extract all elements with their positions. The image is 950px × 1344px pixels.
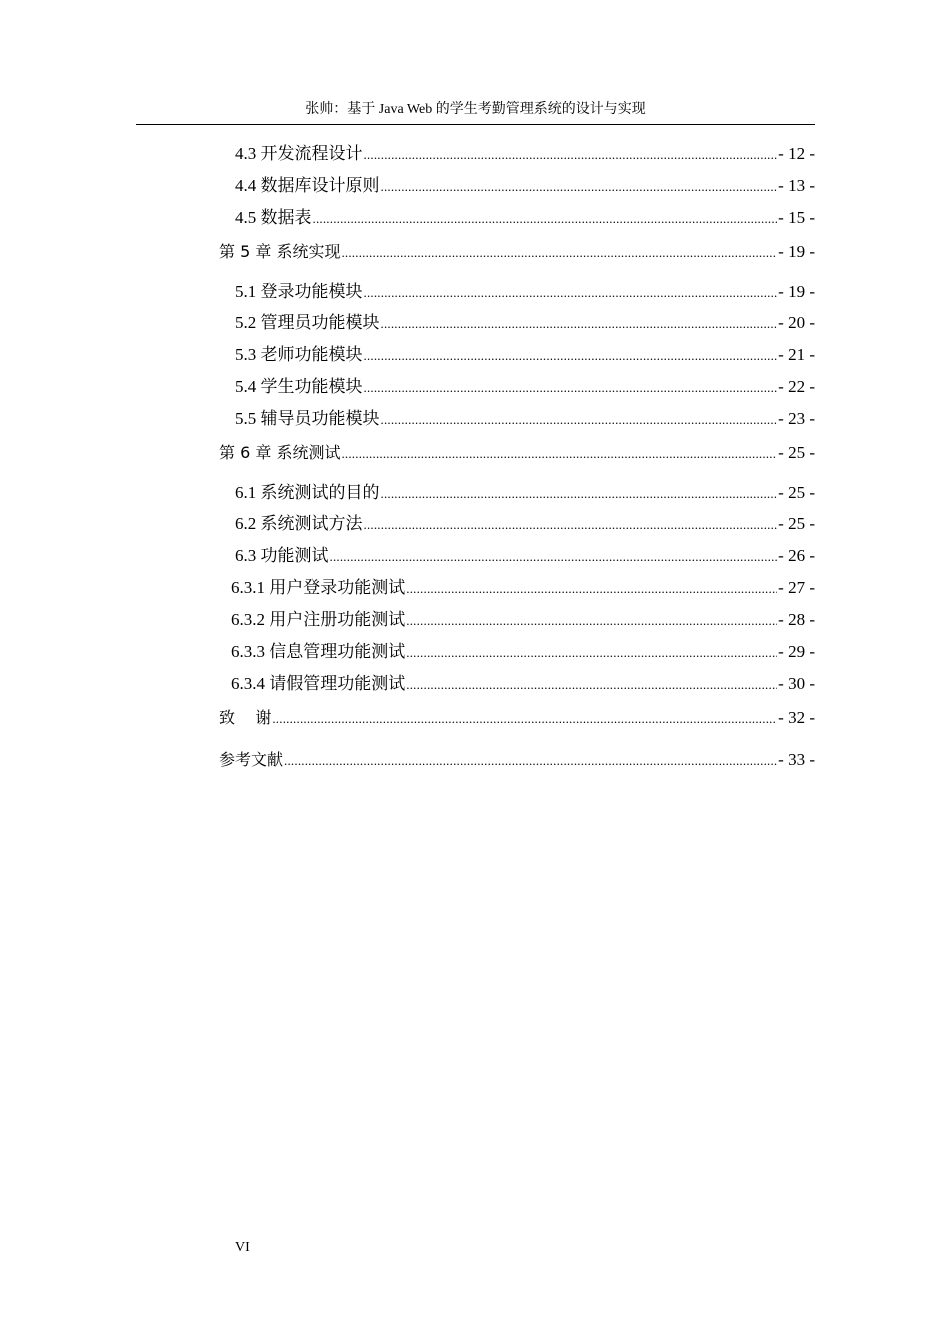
toc-entry-6-3-4[interactable]: [231, 673, 815, 696]
toc-entry-6-1[interactable]: [235, 482, 815, 505]
toc-entry-5-2[interactable]: [235, 312, 815, 335]
toc-dot-leader: [406, 642, 777, 664]
header-rule: [136, 124, 815, 125]
toc-entry-page: - 33 -: [778, 750, 815, 769]
toc-dot-leader: [364, 144, 778, 166]
toc-entry-5-4[interactable]: [235, 376, 815, 399]
toc-entry-label: 5.1 登录功能模块: [235, 282, 363, 301]
toc-entry-label: 6.3 功能测试: [235, 546, 329, 565]
toc-entry-page: - 13 -: [778, 176, 815, 195]
toc-dot-leader: [381, 313, 778, 335]
toc-entry-page: - 19 -: [778, 242, 815, 261]
page-number: VI: [235, 1240, 250, 1255]
toc-entry-6-3-1[interactable]: [231, 577, 815, 600]
toc-entry-label: 5.5 辅导员功能模块: [235, 409, 380, 428]
toc-dot-leader: [272, 708, 777, 730]
toc-dot-leader: [364, 345, 778, 367]
toc-dot-leader: [406, 610, 777, 632]
toc-entry-chapter-6[interactable]: [219, 442, 815, 465]
toc-entry-page: - 28 -: [778, 610, 815, 629]
toc-entry-page: - 15 -: [778, 208, 815, 227]
toc-entry-label: 第 6 章 系统测试: [219, 443, 341, 462]
toc-entry-6-2[interactable]: [235, 513, 815, 536]
toc-entry-label: 6.3.2 用户注册功能测试: [231, 610, 406, 629]
toc-entry-page: - 21 -: [778, 345, 815, 364]
toc-dot-leader: [364, 377, 778, 399]
toc-dot-leader: [364, 282, 778, 304]
toc-entry-page: - 22 -: [778, 377, 815, 396]
toc-entry-4-3[interactable]: [235, 143, 815, 166]
toc-entry-label: 参考文献: [219, 750, 284, 769]
toc-entry-acknowledgements[interactable]: [219, 707, 815, 730]
toc-entry-5-3[interactable]: [235, 344, 815, 367]
toc-entry-label: 6.3.1 用户登录功能测试: [231, 578, 406, 597]
toc-entry-label: 5.3 老师功能模块: [235, 345, 363, 364]
toc-entry-label: 第 5 章 系统实现: [219, 242, 341, 261]
toc-entry-label: 6.3.3 信息管理功能测试: [231, 642, 406, 661]
toc-dot-leader: [284, 750, 777, 772]
toc-dot-leader: [381, 483, 778, 505]
toc-entry-page: - 32 -: [778, 708, 815, 727]
toc-entry-page: - 29 -: [778, 642, 815, 661]
toc-entry-4-4[interactable]: [235, 175, 815, 198]
toc-entry-page: - 23 -: [778, 409, 815, 428]
toc-entry-page: - 20 -: [778, 313, 815, 332]
toc-entry-label: 4.5 数据表: [235, 208, 312, 227]
toc-entry-label: 6.1 系统测试的目的: [235, 483, 380, 502]
toc-entry-label: 6.3.4 请假管理功能测试: [231, 674, 406, 693]
toc-entry-references[interactable]: [219, 749, 815, 772]
toc-dot-leader: [341, 443, 777, 465]
toc-dot-leader: [406, 674, 777, 696]
toc-entry-chapter-5[interactable]: [219, 241, 815, 264]
toc-entry-page: - 27 -: [778, 578, 815, 597]
toc-entry-label: 5.4 学生功能模块: [235, 377, 363, 396]
toc-dot-leader: [313, 208, 778, 230]
running-header: 张帅：基于 Java Web 的学生考勤管理系统的设计与实现: [305, 102, 646, 117]
toc-dot-leader: [330, 546, 778, 568]
toc-entry-4-5[interactable]: [235, 207, 815, 230]
toc-entry-page: - 30 -: [778, 674, 815, 693]
toc-dot-leader: [381, 409, 778, 431]
toc-entry-6-3-2[interactable]: [231, 609, 815, 632]
toc-entry-page: - 12 -: [778, 144, 815, 163]
toc-entry-6-3-3[interactable]: [231, 641, 815, 664]
toc-entry-page: - 25 -: [778, 443, 815, 462]
toc-entry-label: 4.4 数据库设计原则: [235, 176, 380, 195]
toc-entry-page: - 19 -: [778, 282, 815, 301]
toc-dot-leader: [406, 578, 777, 600]
toc-entry-label: 致 谢: [219, 708, 272, 727]
toc-entry-5-1[interactable]: [235, 281, 815, 304]
toc-entry-6-3[interactable]: [235, 545, 815, 568]
toc-entry-label: 4.3 开发流程设计: [235, 144, 363, 163]
toc-entry-label: 5.2 管理员功能模块: [235, 313, 380, 332]
toc-dot-leader: [364, 514, 778, 536]
toc-entry-label: 6.2 系统测试方法: [235, 514, 363, 533]
toc-dot-leader: [381, 176, 778, 198]
toc-entry-5-5[interactable]: [235, 408, 815, 431]
toc-dot-leader: [341, 242, 777, 264]
toc-entry-page: - 25 -: [778, 483, 815, 502]
toc-entry-page: - 26 -: [778, 546, 815, 565]
toc-entry-page: - 25 -: [778, 514, 815, 533]
